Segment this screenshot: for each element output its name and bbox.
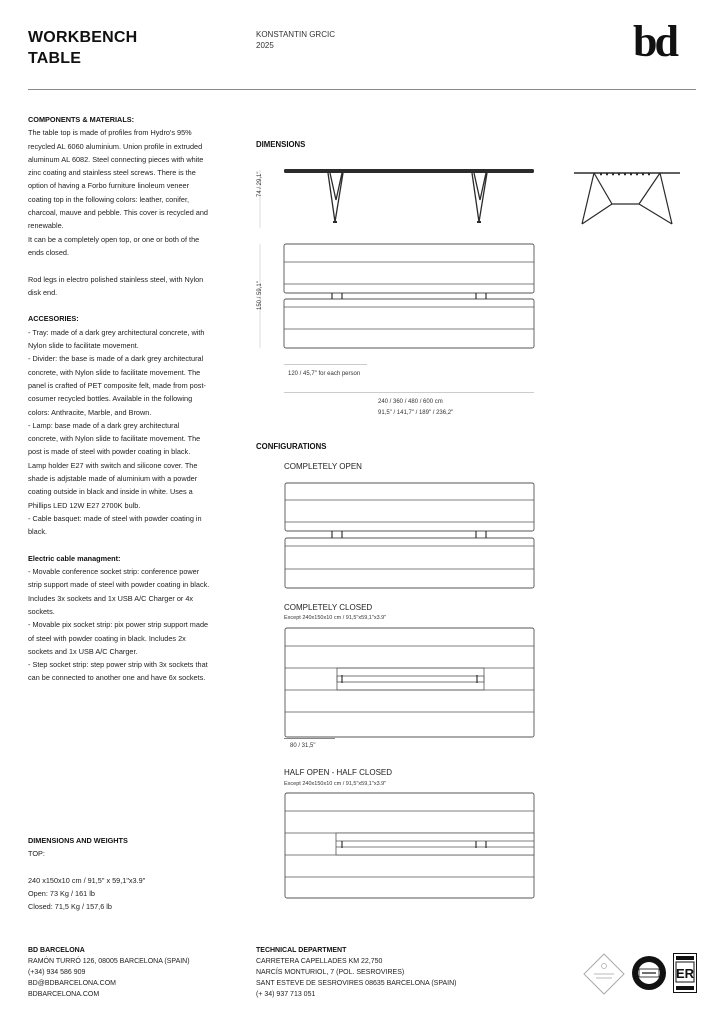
config-half-drawing — [284, 792, 536, 900]
company-address: RAMÓN TURRÓ 126, 08005 BARCELONA (SPAIN) — [28, 958, 190, 965]
plan-view-drawing — [256, 238, 546, 358]
bd-logo: bd — [633, 17, 676, 66]
config-open-drawing — [284, 482, 536, 590]
title-line-1: WORKBENCH — [28, 29, 138, 46]
company-email[interactable]: BD@BDBARCELONA.COM — [28, 980, 117, 987]
length-line — [284, 392, 534, 393]
product-title — [28, 27, 137, 69]
technical-line-2: NARCÍS MONTURIOL, 7 (POL. SESROVIRES) — [256, 969, 405, 976]
designer-name: KONSTANTIN GRCIC — [256, 30, 335, 39]
lengths-in: 91,5" / 141,7" / 189" / 236,2" — [378, 410, 454, 416]
company-phone[interactable]: (+34) 934 586 909 — [28, 969, 86, 976]
lengths-cm: 240 / 360 / 480 / 600 cm — [378, 399, 443, 405]
accessory-lamp: - Lamp: base made of a dark grey architectural concrete, with Nylon slide to facilitate movement. The post is made of steel with powder coating in black. Lamp holder E27 with switch and silicone cover. The shade is adjstable made of aluminium with a powder coating outside in black and inside in white. Uses a Phillips LED 12W E27 2700K bulb. — [28, 420, 201, 510]
title-line-2: TABLE — [28, 50, 82, 67]
accessory-divider: - Divider: the base is made of a dark grey architectural concrete, with Nylon slide to facilitate movement. The panel is crafted of PET composite felt, made from post-cosumer recycled bottles. Available in the following colors: Anthracite, Marble, and Brown. — [28, 354, 206, 417]
low-carbon-aluminium-badge-icon — [582, 952, 626, 996]
dw-open-weight: Open: 73 Kg / 161 lb — [28, 889, 95, 899]
dw-heading: DIMENSIONS AND WEIGHTS — [28, 836, 128, 845]
config-half-note: Except 240x150x10 cm / 91,5"x59,1"x3.9" — [284, 781, 387, 787]
configurations-heading: CONFIGURATIONS — [256, 442, 327, 451]
config-closed-drawing — [284, 627, 536, 739]
side-elevation-drawing — [256, 160, 556, 232]
aenor-er-badge-icon — [673, 953, 697, 993]
dimensions-weights — [28, 834, 210, 914]
company-web[interactable]: BDBARCELONA.COM — [28, 991, 100, 998]
dimensions-heading: DIMENSIONS — [256, 140, 306, 149]
electric-heading: Electric cable managment: — [28, 553, 121, 563]
components-heading: COMPONENTS & MATERIALS: — [28, 115, 135, 124]
accessory-tray: - Tray: made of a dark grey architectural concrete, with Nylon slide to facilitate movement. — [28, 327, 205, 351]
dw-top-label: TOP: — [28, 849, 45, 859]
components-body: The table top is made of profiles from Hydro's 95% recycled AL 6060 aluminium. Union profile in extruded aluminum AL 6082. Steel connecting pieces with white zinc coating and stainless steel screws. There is the option of having a Forbo furniture linoleum veneer coating top in the following colors: leather, conifer, charcoal, mauve and pebble. This cover is recycled and renewable. — [28, 128, 208, 231]
legs-text: Rod legs in electro polished stainless steel, with Nylon disk end. — [28, 274, 204, 297]
technical-line-1: CARRETERA CAPELLADES KM 22,750 — [256, 958, 383, 965]
econfc-badge-icon — [630, 954, 668, 992]
components-body-2: It can be a completely open top, or one or both of the ends closed. — [28, 234, 200, 257]
config-open-label: COMPLETELY OPEN — [284, 462, 362, 471]
config-closed-label: COMPLETELY CLOSED — [284, 603, 373, 612]
per-person-label: 120 / 45,7" for each person — [288, 371, 361, 377]
config-half-label: HALF OPEN - HALF CLOSED — [284, 768, 393, 777]
left-column — [28, 113, 210, 698]
electric-pix: - Movable pix socket strip: pix power strip support made of steel with powder coating in black. Includes 2x sockets and 1x USB A/C Charger. — [28, 620, 209, 656]
config-closed-dim: 80 / 31,5" — [290, 743, 316, 749]
dw-size: 240 x150x10 cm / 91,5" x 59,1"x3.9" — [28, 875, 146, 885]
electric-conference: - Movable conference socket strip: conference power strip support made of steel with powder coating in black. Includes 3x sockets and 1x USB A/C Charger or 4x sockets. — [28, 567, 210, 616]
technical-line-3: SANT ESTEVE DE SESROVIRES 08635 BARCELONA (SPAIN) — [256, 980, 457, 987]
designer-info — [256, 29, 335, 51]
electric-step: - Step socket strip: step power strip with 3x sockets that can be connected to another one and have 6x sockets. — [28, 660, 208, 683]
closed-dim-line — [284, 738, 335, 739]
year: 2025 — [256, 41, 274, 50]
technical-phone[interactable]: (+ 34) 937 713 051 — [256, 991, 316, 998]
per-person-line — [284, 364, 367, 365]
footer-company — [28, 945, 190, 1000]
height-label: 74 / 29,1" — [257, 171, 263, 197]
footer-technical — [256, 945, 456, 1000]
config-closed-note: Except 240x150x10 cm / 91,5"x59,1"x3.9" — [284, 615, 387, 621]
depth-label: 150 / 59,1" — [257, 281, 263, 310]
dw-closed-weight: Closed: 71,5 Kg / 157,6 lb — [28, 902, 112, 912]
accessory-cable-basket: - Cable basquet: made of steel with powder coating in black. — [28, 513, 202, 537]
header-divider — [28, 89, 696, 90]
technical-heading: TECHNICAL DEPARTMENT — [256, 947, 347, 954]
svg-text:ER: ER — [675, 966, 695, 981]
company-name: BD BARCELONA — [28, 947, 85, 954]
front-elevation-drawing — [572, 166, 682, 228]
accessories-heading: ACCESORIES: — [28, 314, 79, 324]
